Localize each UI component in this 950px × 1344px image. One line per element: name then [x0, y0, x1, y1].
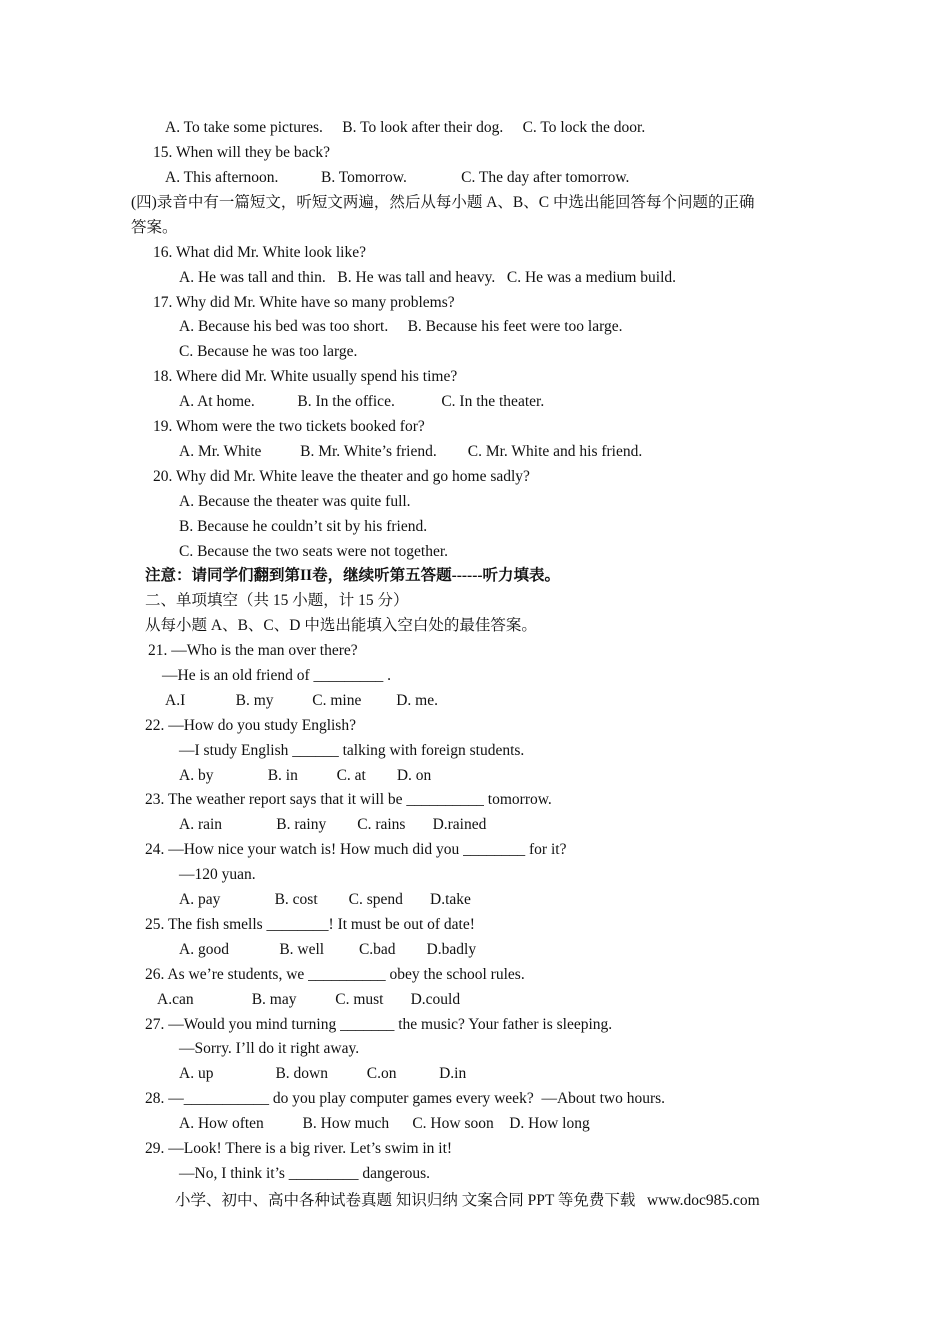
text-line-21: 21. —Who is the man over there?	[148, 642, 358, 659]
text-line-29: 24. —How nice your watch is! How much did you ________ for it?	[145, 841, 567, 858]
text-line-27: 23. The weather report says that it will be __________ tomorrow.	[145, 791, 552, 808]
text-line-1: 15. When will they be back?	[153, 144, 331, 161]
text-line-36: 27. —Would you mind turning _______ the music? Your father is sleeping.	[145, 1016, 613, 1033]
text-line-4: 答案。	[131, 219, 178, 236]
text-line-2: A. This afternoon. B. Tomorrow. C. The day after tomorrow.	[165, 169, 630, 186]
text-line-33: A. good B. well C.bad D.badly	[179, 941, 477, 958]
text-line-22: —He is an old friend of _________ .	[162, 667, 392, 684]
text-line-30: —120 yuan.	[179, 866, 256, 883]
text-line-14: 20. Why did Mr. White leave the theater and go home sadly?	[153, 468, 530, 485]
text-line-31: A. pay B. cost C. spend D.take	[179, 891, 471, 908]
text-line-37: —Sorry. I’ll do it right away.	[179, 1040, 360, 1057]
text-line-34: 26. As we’re students, we __________ obey the school rules.	[145, 966, 525, 983]
text-line-24: 22. —How do you study English?	[145, 717, 356, 734]
text-line-17: C. Because the two seats were not together.	[179, 543, 449, 560]
text-line-35: A.can B. may C. must D.could	[157, 991, 461, 1008]
text-line-20: 从每小题 A、B、C、D 中选出能填入空白处的最佳答案。	[145, 617, 537, 634]
text-line-8: A. Because his bed was too short. B. Because his feet were too large.	[179, 318, 623, 335]
text-line-6: A. He was tall and thin. B. He was tall and heavy. C. He was a medium build.	[179, 269, 677, 286]
text-line-5: 16. What did Mr. White look like?	[153, 244, 366, 261]
text-line-42: —No, I think it’s _________ dangerous.	[179, 1165, 430, 1182]
text-line-15: A. Because the theater was quite full.	[179, 493, 411, 510]
text-line-39: 28. —___________ do you play computer games every week? —About two hours.	[145, 1090, 666, 1107]
text-line-26: A. by B. in C. at D. on	[179, 767, 432, 784]
text-line-3: (四)录音中有一篇短文，听短文两遍，然后从每小题 A、B、C 中选出能回答每个问题的正确	[131, 194, 755, 211]
text-line-18: 注意：请同学们翻到第II卷，继续听第五答题------听力填表。	[145, 567, 561, 584]
text-line-23: A.I B. my C. mine D. me.	[165, 692, 438, 709]
text-line-13: A. Mr. White B. Mr. White’s friend. C. Mr. White and his friend.	[179, 443, 643, 460]
text-line-12: 19. Whom were the two tickets booked for?	[153, 418, 425, 435]
text-line-7: 17. Why did Mr. White have so many problems?	[153, 294, 455, 311]
text-line-11: A. At home. B. In the office. C. In the theater.	[179, 393, 545, 410]
text-line-40: A. How often B. How much C. How soon D. How long	[179, 1115, 590, 1132]
text-line-43: 小学、初中、高中各种试卷真题 知识归纳 文案合同 PPT 等免费下载 www.doc985.com	[175, 1192, 760, 1209]
text-line-32: 25. The fish smells ________! It must be out of date!	[145, 916, 475, 933]
text-line-9: C. Because he was too large.	[179, 343, 358, 360]
text-line-41: 29. —Look! There is a big river. Let’s swim in it!	[145, 1140, 453, 1157]
text-line-19: 二、单项填空（共 15 小题，计 15 分）	[145, 592, 409, 609]
text-line-28: A. rain B. rainy C. rains D.rained	[179, 816, 487, 833]
text-line-0: A. To take some pictures. B. To look after their dog. C. To lock the door.	[165, 119, 646, 136]
text-line-10: 18. Where did Mr. White usually spend his time?	[153, 368, 458, 385]
text-line-25: —I study English ______ talking with foreign students.	[179, 742, 525, 759]
text-line-16: B. Because he couldn’t sit by his friend.	[179, 518, 428, 535]
text-line-38: A. up B. down C.on D.in	[179, 1065, 467, 1082]
